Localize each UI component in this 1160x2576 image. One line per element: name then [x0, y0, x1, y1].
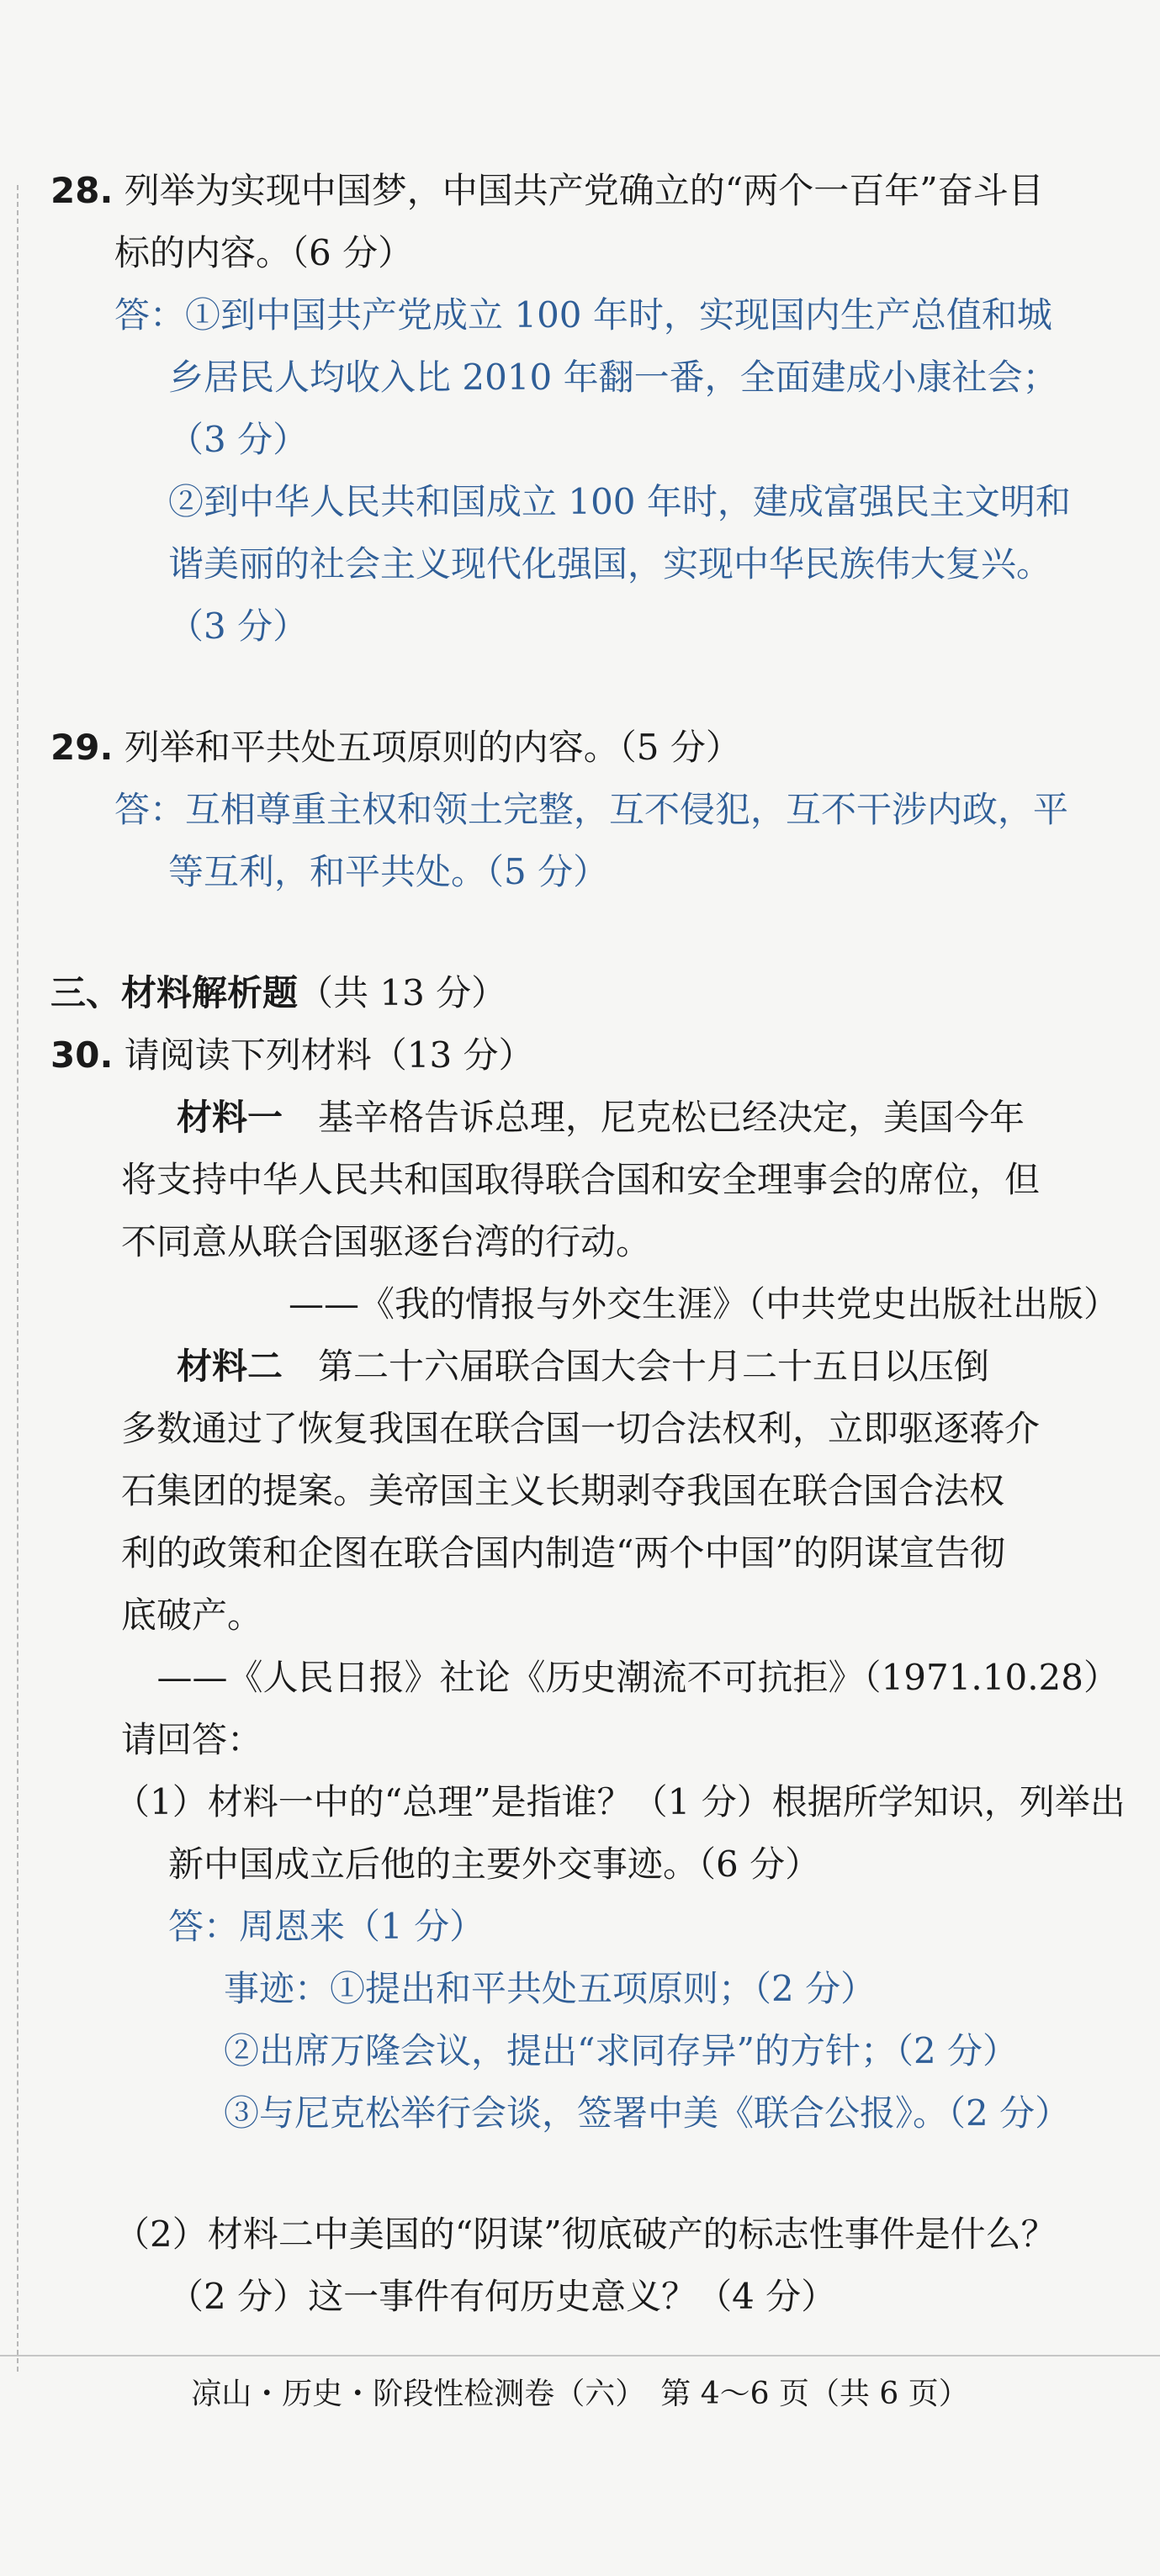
q30-sub2-line1: （2）材料二中美国的“阴谋”彻底破产的标志性事件是什么？ [114, 2214, 1057, 2255]
q28-text1: 列举为实现中国梦，中国共产党确立的“两个一百年”奋斗目 [124, 170, 1044, 211]
material-1-line3: 不同意从联合国驱逐台湾的行动。 [121, 1221, 652, 1262]
material-2-label: 材料二 [177, 1346, 283, 1387]
material-2-line1 [50, 1336, 1119, 1398]
q30-sub1-answer1: 答：周恩来（1 分） [168, 1906, 485, 1947]
material-2-line5: 底破产。 [121, 1595, 263, 1636]
material-1-text1: 基辛格告诉总理，尼克松已经决定，美国今年 [283, 1097, 1025, 1138]
q29-text1: 列举和平共处五项原则的内容。（5 分） [124, 727, 741, 768]
q28-answer-line3: （3 分） [168, 419, 309, 460]
q29-number: 29. [50, 727, 114, 768]
q30-sub1-line1: （1）材料一中的“总理”是指谁？（1 分）根据所学知识，列举出 [114, 1781, 1126, 1822]
q28-answer-line1: 答：①到中国共产党成立 100 年时，实现国内生产总值和城 [114, 294, 1052, 336]
page-footer: 凉山・历史・阶段性检测卷（六） 第 4～6 页（共 6 页） [191, 2377, 969, 2411]
q28-line1 [50, 160, 1119, 222]
q30-sub1-answer4: ③与尼克松举行会谈，签署中美《联合公报》。（2 分） [224, 2092, 1071, 2134]
q30-sub1-answer2: 事迹：①提出和平共处五项原则；（2 分） [224, 1968, 877, 2009]
q29-line1 [50, 717, 1119, 779]
q30-sub1-answer3: ②出席万隆会议，提出“求同存异”的方针；（2 分） [224, 2030, 1019, 2071]
material-1-line1 [50, 1087, 1119, 1149]
q28-answer-line2: 乡居民人均收入比 2010 年翻一番，全面建成小康社会； [168, 357, 1058, 398]
section-3-title: 三、材料解析题 [50, 972, 299, 1013]
section-3-score: （共 13 分） [298, 972, 507, 1013]
material-2-source: ——《人民日报》社论《历史潮流不可抗拒》（1971.10.28） [156, 1657, 1119, 1698]
q30-sub1-line2: 新中国成立后他的主要外交事迹。（6 分） [168, 1843, 821, 1885]
question-29 [50, 717, 1119, 903]
footer-rule [0, 2355, 1160, 2356]
q30-intro-text: 请阅读下列材料（13 分） [124, 1034, 534, 1076]
material-1-source: ——《我的情报与外交生涯》（中共党史出版社出版） [288, 1283, 1119, 1325]
material-2-line2: 多数通过了恢复我国在联合国一切合法权利，立即驱逐蒋介 [121, 1408, 1041, 1449]
q30-intro [50, 1024, 1119, 1087]
q30-number: 30. [50, 1034, 114, 1076]
q30-ask: 请回答： [121, 1719, 263, 1760]
q29-answer-line1: 答：互相尊重主权和领土完整，互不侵犯，互不干涉内政，平 [114, 789, 1069, 830]
material-1-label: 材料一 [177, 1097, 283, 1138]
q28-number: 28. [50, 170, 114, 211]
q28-answer-line5: 谐美丽的社会主义现代化强国，实现中华民族伟大复兴。 [168, 543, 1052, 584]
q28-line2: 标的内容。（6 分） [114, 232, 414, 273]
q28-answer-line4: ②到中华人民共和国成立 100 年时，建成富强民主文明和 [168, 481, 1071, 522]
q29-answer-line2: 等互利，和平共处。（5 分） [168, 851, 609, 892]
margin-dashed-line [17, 185, 19, 2372]
material-2-line3: 石集团的提案。美帝国主义长期剥夺我国在联合国合法权 [121, 1470, 1005, 1511]
q28-answer-line6: （3 分） [168, 606, 309, 647]
section-3-heading [50, 962, 1119, 1024]
material-2-line4: 利的政策和企图在联合国内制造“两个中国”的阴谋宣告彻 [121, 1532, 1005, 1574]
page-content [50, 160, 1126, 2328]
question-30 [50, 1024, 1126, 2328]
material-2-text1: 第二十六届联合国大会十月二十五日以压倒 [283, 1346, 990, 1387]
question-28 [50, 160, 1119, 658]
q30-sub2-line2: （2 分）这一事件有何历史意义？（4 分） [168, 2276, 837, 2317]
material-1-line2: 将支持中华人民共和国取得联合国和安全理事会的席位，但 [121, 1159, 1041, 1200]
